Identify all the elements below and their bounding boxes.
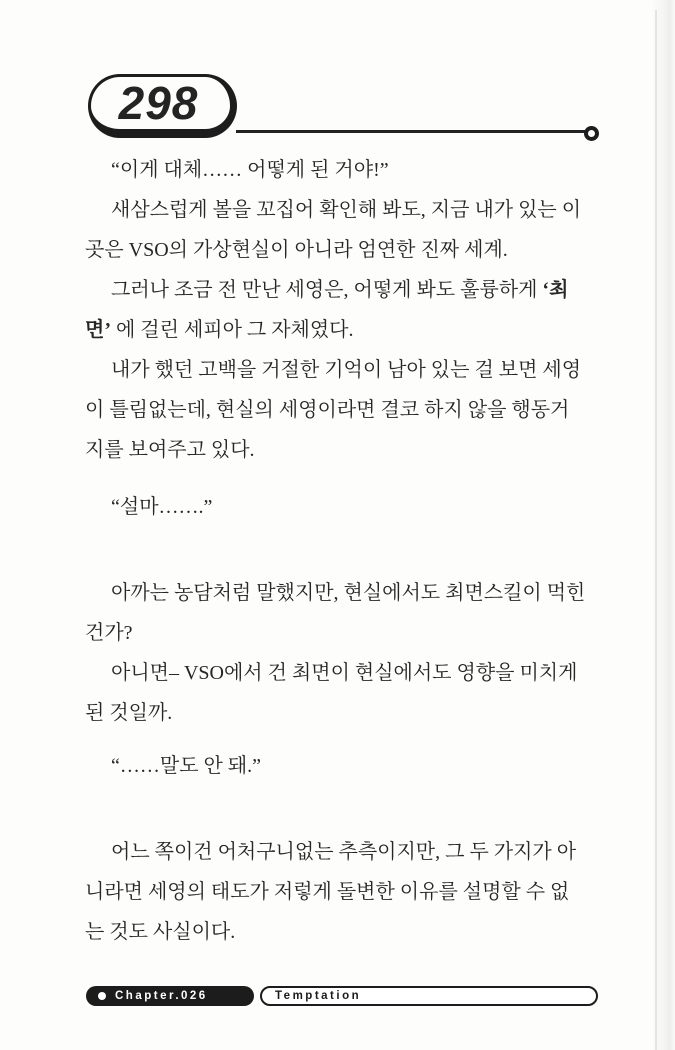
bullet-dot-icon (98, 992, 106, 1000)
text-line: 된 것일까. (85, 702, 173, 724)
text-line: 새삼스럽게 볼을 꼬집어 확인해 봐도, 지금 내가 있는 이 (111, 199, 582, 221)
paragraph-spacer (85, 527, 605, 573)
page-number: 298 (118, 77, 199, 129)
text-line: 이 틀림없는데, 현실의 세영이라면 결코 하지 않을 행동거 (85, 399, 570, 421)
text-line: 니라면 세영의 태도가 저렇게 돌변한 이유를 설명할 수 없 (85, 881, 570, 903)
book-title-box (260, 986, 598, 1006)
scan-shadow-edge (651, 0, 675, 1050)
text-line: 곳은 VSO의 가상현실이 아니라 엄연한 진짜 세계. (85, 239, 508, 261)
paragraph-spacer (85, 733, 605, 746)
scan-artifact-line (655, 10, 657, 1050)
text-line: 지를 보여주고 있다. (85, 439, 255, 461)
text-line: 건가? (85, 622, 133, 644)
text-line: 아니면– VSO에서 건 최면이 현실에서도 영향을 미치게 (111, 662, 578, 684)
text-line: 는 것도 사실이다. (85, 921, 236, 943)
book-title-label: Temptation (275, 990, 362, 1002)
text-line: 어느 쪽이건 어처구니없는 추측이지만, 그 두 가지가 아 (111, 841, 577, 863)
chapter-badge (86, 986, 254, 1006)
text-line: 면’ 에 걸린 세피아 그 자체였다. (85, 319, 354, 341)
text-line: “설마…….” (111, 496, 213, 518)
paragraph-spacer (85, 470, 605, 487)
text-line: 그러나 조금 전 만난 세영은, 어떻게 봐도 훌륭하게 ‘최 (111, 279, 569, 301)
text-line: “……말도 안 돼.” (111, 755, 262, 777)
page-number-box (88, 74, 237, 138)
text-line: “이게 대체…… 어떻게 된 거야!” (111, 159, 389, 181)
header-ring-icon (584, 126, 599, 141)
text-line: 내가 했던 고백을 거절한 기억이 남아 있는 걸 보면 세영 (111, 359, 582, 381)
body-text (85, 150, 605, 952)
text-line: 아까는 농담처럼 말했지만, 현실에서도 최면스킬이 먹힌 (111, 582, 586, 604)
chapter-label: Chapter.026 (115, 990, 208, 1002)
header-rule-line (236, 130, 585, 133)
paragraph-spacer (85, 786, 605, 832)
